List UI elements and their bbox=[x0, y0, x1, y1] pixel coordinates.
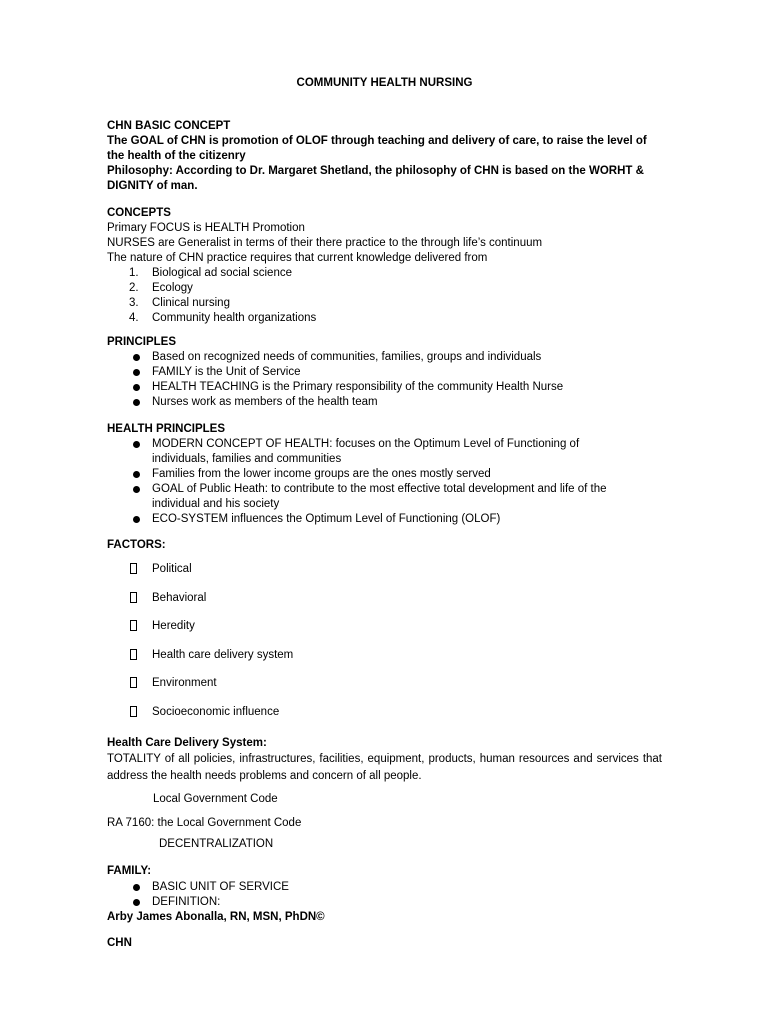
health-principles-section bbox=[107, 422, 662, 527]
list-item bbox=[107, 437, 662, 467]
list-item bbox=[107, 880, 662, 895]
decentralization: DECENTRALIZATION bbox=[159, 838, 274, 850]
list-item-text: HEALTH TEACHING is the Primary responsibility of the community Health Nurse bbox=[152, 381, 564, 393]
concepts-heading: CONCEPTS bbox=[107, 207, 171, 219]
missing-glyph-icon bbox=[130, 677, 137, 688]
list-item-text-continued: individual and his society bbox=[152, 498, 280, 510]
hcds-section bbox=[107, 736, 662, 784]
bullet-icon bbox=[133, 369, 140, 376]
list-number: 3. bbox=[129, 297, 139, 309]
list-item bbox=[107, 266, 662, 281]
list-number: 4. bbox=[129, 312, 139, 324]
list-item bbox=[107, 676, 662, 705]
list-item-text: GOAL of Public Heath: to contribute to the most effective total development and life of the bbox=[152, 483, 607, 495]
list-item bbox=[107, 395, 662, 410]
principles-section bbox=[107, 335, 662, 410]
missing-glyph-icon bbox=[130, 563, 137, 574]
family-heading: FAMILY: bbox=[107, 865, 152, 877]
basic-concept-heading: CHN BASIC CONCEPT bbox=[107, 120, 231, 132]
local-gov-code: Local Government Code bbox=[153, 793, 278, 805]
bullet-icon bbox=[133, 486, 140, 493]
list-item bbox=[107, 467, 662, 482]
concepts-line-2: NURSES are Generalist in terms of their there practice to the through life’s continuum bbox=[107, 237, 543, 249]
list-item bbox=[107, 311, 662, 326]
goal-line-1: The GOAL of CHN is promotion of OLOF through teaching and delivery of care, to raise the level of bbox=[107, 135, 647, 147]
list-item-text: BASIC UNIT OF SERVICE bbox=[152, 881, 289, 893]
missing-glyph-icon bbox=[130, 706, 137, 717]
bullet-icon bbox=[133, 384, 140, 391]
concepts-line-3: The nature of CHN practice requires that current knowledge delivered from bbox=[107, 252, 488, 264]
list-item-text: Nurses work as members of the health team bbox=[152, 396, 378, 408]
bullet-icon bbox=[133, 399, 140, 406]
author-credit: Arby James Abonalla, RN, MSN, PhDN© bbox=[107, 911, 325, 923]
list-item-text: Environment bbox=[152, 677, 217, 689]
list-item bbox=[107, 619, 662, 648]
list-item-text: Political bbox=[152, 563, 192, 575]
list-item-text: Clinical nursing bbox=[152, 297, 230, 309]
list-item-text: Biological ad social science bbox=[152, 267, 292, 279]
list-item bbox=[107, 482, 662, 512]
list-item-text-continued: individuals, families and communities bbox=[152, 453, 342, 465]
list-item-text: FAMILY is the Unit of Service bbox=[152, 366, 301, 378]
list-item-text: Heredity bbox=[152, 620, 195, 632]
hcds-heading: Health Care Delivery System: bbox=[107, 737, 267, 749]
bullet-icon bbox=[133, 884, 140, 891]
missing-glyph-icon bbox=[130, 620, 137, 631]
list-item-text: Families from the lower income groups are the ones mostly served bbox=[152, 468, 491, 480]
bullet-icon bbox=[133, 471, 140, 478]
concepts-section bbox=[107, 206, 662, 326]
list-item bbox=[107, 380, 662, 395]
list-item bbox=[107, 591, 662, 620]
missing-glyph-icon bbox=[130, 649, 137, 660]
bullet-icon bbox=[133, 516, 140, 523]
family-section bbox=[107, 864, 662, 925]
list-item bbox=[107, 296, 662, 311]
bullet-icon bbox=[133, 354, 140, 361]
goal-line-2: the health of the citizenry bbox=[107, 150, 246, 162]
list-number: 1. bbox=[129, 267, 139, 279]
list-item-text: Community health organizations bbox=[152, 312, 317, 324]
list-item bbox=[107, 705, 662, 734]
ra-7160: RA 7160: the Local Government Code bbox=[107, 817, 302, 829]
list-number: 2. bbox=[129, 282, 139, 294]
philosophy-line-1: Philosophy: According to Dr. Margaret Shetland, the philosophy of CHN is based on the WORHT & bbox=[107, 165, 644, 177]
list-item bbox=[107, 895, 662, 910]
bullet-icon bbox=[133, 441, 140, 448]
list-item-text: Health care delivery system bbox=[152, 648, 294, 661]
hcds-paragraph: TOTALITY of all policies, infrastructures, facilities, equipment, products, human resources and services that address the health needs problems and concern of all people. bbox=[107, 753, 662, 782]
list-item bbox=[107, 281, 662, 296]
list-item-text: Behavioral bbox=[152, 591, 207, 604]
list-item bbox=[107, 365, 662, 380]
list-item bbox=[107, 512, 662, 527]
bullet-icon bbox=[133, 899, 140, 906]
list-item bbox=[107, 648, 662, 677]
list-item-text: Based on recognized needs of communities, families, groups and individuals bbox=[152, 351, 542, 363]
page-title: COMMUNITY HEALTH NURSING bbox=[296, 77, 473, 89]
list-item-text: MODERN CONCEPT OF HEALTH: focuses on the Optimum Level of Functioning of bbox=[152, 438, 580, 450]
philosophy-line-2: DIGNITY of man. bbox=[107, 180, 198, 192]
principles-heading: PRINCIPLES bbox=[107, 336, 177, 348]
missing-glyph-icon bbox=[130, 592, 137, 603]
list-item-text: Ecology bbox=[152, 282, 193, 294]
list-item-text: ECO-SYSTEM influences the Optimum Level of Functioning (OLOF) bbox=[152, 513, 501, 525]
basic-concept-section bbox=[107, 119, 662, 194]
concepts-line-1: Primary FOCUS is HEALTH Promotion bbox=[107, 222, 305, 234]
factors-heading: FACTORS: bbox=[107, 539, 166, 551]
factors-section bbox=[107, 538, 662, 733]
health-principles-heading: HEALTH PRINCIPLES bbox=[107, 423, 225, 435]
list-item-text: Socioeconomic influence bbox=[152, 705, 280, 718]
list-item-text: DEFINITION: bbox=[152, 896, 221, 908]
list-item bbox=[107, 350, 662, 365]
footer-tag: CHN bbox=[107, 937, 132, 949]
list-item bbox=[107, 562, 662, 591]
